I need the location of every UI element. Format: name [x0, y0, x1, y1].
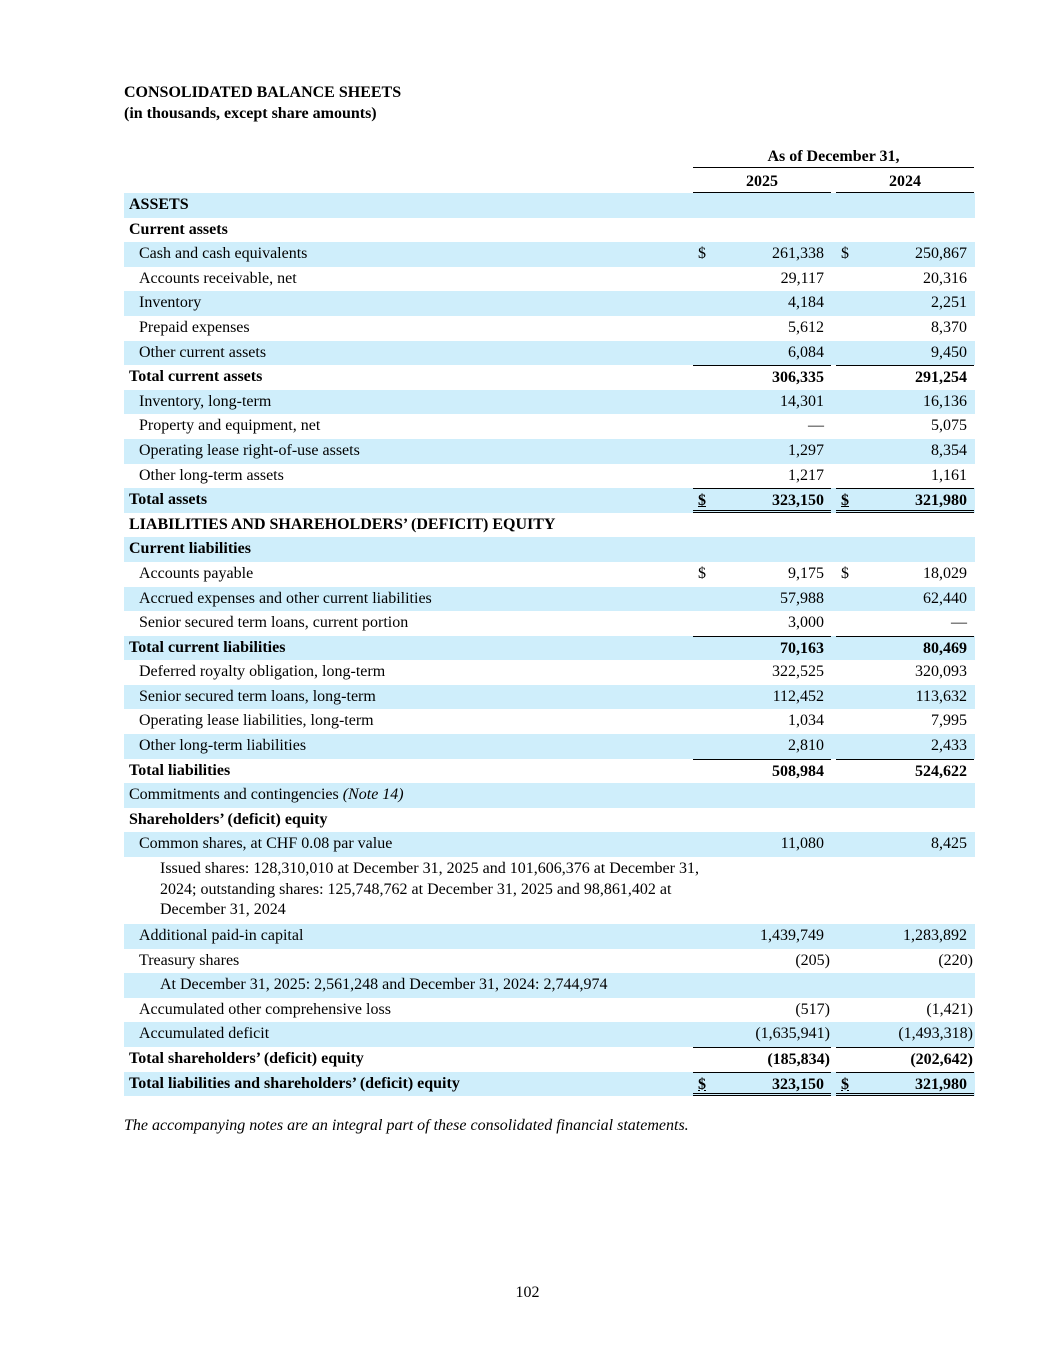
- value-2024: 2,251: [931, 294, 967, 312]
- row-accumulated-deficit: [124, 1022, 975, 1047]
- value-2025: 1,297: [788, 441, 824, 459]
- value-2025: 322,525: [772, 663, 824, 681]
- year-header-2024: 2024: [836, 170, 974, 193]
- row-label: Issued shares: 128,310,010 at December 31, 2025 and 101,606,376 at December 31, 2024; outstanding shares: 125,748,762 at December 31, 2025 and 98,861,402 at December 31, 2024: [160, 860, 699, 919]
- value-2025: 14,301: [780, 392, 824, 410]
- currency-symbol: $: [841, 1075, 849, 1093]
- commitments-label: Commitments and contingencies: [129, 786, 339, 804]
- row-other-long-term-assets: [124, 464, 975, 489]
- row-property-equipment: [124, 414, 975, 439]
- value-2025: 70,163: [780, 639, 824, 657]
- row-label: Other long-term liabilities: [139, 737, 307, 755]
- value-2024: (1,421): [926, 1000, 973, 1018]
- value-2025: 508,984: [772, 762, 824, 780]
- row-label: Accounts receivable, net: [139, 269, 297, 287]
- row-accumulated-oci: [124, 998, 975, 1023]
- row-label: [129, 783, 404, 808]
- value-2024: 113,632: [915, 687, 967, 705]
- row-label: Other current assets: [139, 343, 267, 361]
- value-2024: 5,075: [931, 417, 967, 435]
- row-total-shareholders-equity: [124, 1047, 975, 1072]
- row-label: Deferred royalty obligation, long-term: [139, 663, 386, 681]
- value-2024: 1,161: [931, 466, 967, 484]
- statement-subtitle: (in thousands, except share amounts): [124, 105, 377, 122]
- row-inventory: [124, 291, 975, 316]
- row-other-long-term-liabilities: [124, 734, 975, 759]
- currency-symbol: $: [698, 245, 706, 263]
- subsection-current-assets: [124, 218, 975, 243]
- row-label: Accrued expenses and other current liabilities: [139, 589, 432, 607]
- subsection-shareholders-equity: [124, 808, 975, 833]
- row-treasury-shares-note: [124, 973, 975, 998]
- value-2025: 323,150: [772, 1075, 824, 1093]
- row-label: Additional paid-in capital: [139, 927, 304, 945]
- row-label: Inventory: [139, 294, 202, 312]
- row-label: Senior secured term loans, long-term: [139, 687, 376, 705]
- row-treasury-shares: [124, 949, 975, 974]
- currency-symbol: $: [841, 492, 849, 510]
- value-2024: (202,642): [910, 1051, 973, 1068]
- row-common-shares: [124, 832, 975, 857]
- balance-sheet-table: [124, 193, 975, 1096]
- subsection-current-liabilities: [124, 537, 975, 562]
- value-2025: 11,080: [780, 835, 824, 853]
- value-2025: 1,034: [788, 712, 824, 730]
- value-2024: (220): [938, 951, 973, 969]
- row-label: LIABILITIES AND SHAREHOLDERS’ (DEFICIT) EQUITY: [129, 515, 556, 533]
- row-label: Accumulated deficit: [139, 1025, 270, 1043]
- value-2025: 57,988: [780, 589, 824, 607]
- value-2024: 8,370: [931, 318, 967, 336]
- value-2024: 8,425: [931, 835, 967, 853]
- statement-title: CONSOLIDATED BALANCE SHEETS: [124, 84, 402, 101]
- value-2024: 291,254: [915, 369, 967, 387]
- row-label: Total current liabilities: [129, 638, 286, 656]
- value-2025: 4,184: [788, 294, 824, 312]
- value-2024: 2,433: [931, 737, 967, 755]
- row-term-loans-long-term: [124, 685, 975, 710]
- value-2024: 7,995: [931, 712, 967, 730]
- value-2024: 62,440: [923, 589, 967, 607]
- section-assets: [124, 193, 975, 218]
- value-2025: 2,810: [788, 737, 824, 755]
- row-commitments: [124, 783, 975, 808]
- value-2024: 321,980: [915, 1075, 967, 1093]
- row-total-liabilities: [124, 759, 975, 784]
- value-2024: 8,354: [931, 441, 967, 459]
- row-label: Accumulated other comprehensive loss: [139, 1000, 391, 1018]
- row-label: Total current assets: [129, 368, 263, 386]
- value-2025: (185,834): [767, 1051, 830, 1068]
- value-2025: 3,000: [788, 614, 824, 632]
- value-2025: 9,175: [788, 564, 824, 582]
- row-label: Operating lease right-of-use assets: [139, 441, 360, 459]
- value-2025: 1,439,749: [760, 927, 824, 945]
- row-label: Prepaid expenses: [139, 318, 250, 336]
- row-lease-liabilities: [124, 709, 975, 734]
- currency-symbol: $: [698, 1075, 706, 1093]
- row-label: Other long-term assets: [139, 466, 284, 484]
- value-2024: (1,493,318): [898, 1025, 973, 1043]
- row-label: Shareholders’ (deficit) equity: [129, 810, 328, 828]
- footnote: The accompanying notes are an integral part of these consolidated financial statements.: [124, 1117, 689, 1134]
- value-2024: 1,283,892: [903, 927, 967, 945]
- section-liabilities-equity: [124, 513, 975, 538]
- row-label: Total shareholders’ (deficit) equity: [129, 1050, 364, 1067]
- row-label: Total liabilities and shareholders’ (deficit) equity: [129, 1074, 460, 1092]
- value-2025: 261,338: [772, 245, 824, 263]
- row-label: At December 31, 2025: 2,561,248 and December 31, 2024: 2,744,974: [160, 976, 608, 994]
- row-issued-shares-note: [124, 857, 975, 924]
- value-2025: 6,084: [788, 343, 824, 361]
- value-2024: 320,093: [915, 663, 967, 681]
- page-number: 102: [515, 1284, 540, 1301]
- row-accounts-payable: [124, 562, 975, 587]
- row-total-liabilities-equity: [124, 1072, 975, 1097]
- row-label: Treasury shares: [139, 951, 240, 969]
- value-2024: 250,867: [915, 245, 967, 263]
- value-2024: 80,469: [923, 639, 967, 657]
- value-2024: 18,029: [923, 564, 967, 582]
- value-2025: 306,335: [772, 369, 824, 387]
- row-total-current-assets: [124, 365, 975, 390]
- value-2025: —: [808, 417, 824, 435]
- value-2024: 16,136: [923, 392, 967, 410]
- row-label: Accounts payable: [139, 564, 254, 582]
- value-2024: —: [951, 614, 967, 632]
- currency-symbol: $: [698, 492, 706, 510]
- value-2024: 9,450: [931, 343, 967, 361]
- row-deferred-royalty: [124, 660, 975, 685]
- value-2025: 1,217: [788, 466, 824, 484]
- value-2025: 29,117: [780, 269, 824, 287]
- year-header-2025: 2025: [693, 170, 831, 193]
- row-label: Current assets: [129, 220, 228, 238]
- value-2025: (517): [795, 1000, 830, 1018]
- period-header: As of December 31,: [693, 146, 974, 168]
- row-total-current-liabilities: [124, 636, 975, 661]
- row-term-loans-current: [124, 611, 975, 636]
- row-rou-assets: [124, 439, 975, 464]
- value-2025: (1,635,941): [755, 1025, 830, 1043]
- row-accounts-receivable: [124, 267, 975, 292]
- row-label: Current liabilities: [129, 540, 251, 558]
- row-accrued-expenses: [124, 587, 975, 612]
- value-2025: 323,150: [772, 492, 824, 510]
- row-additional-paid-in-capital: [124, 924, 975, 949]
- currency-symbol: $: [841, 564, 849, 582]
- row-label: Common shares, at CHF 0.08 par value: [139, 835, 393, 853]
- value-2025: (205): [795, 951, 830, 969]
- row-other-current-assets: [124, 341, 975, 366]
- row-label: Property and equipment, net: [139, 417, 321, 435]
- row-label: Total assets: [129, 491, 208, 509]
- row-cash: [124, 242, 975, 267]
- value-2024: 524,622: [915, 762, 967, 780]
- value-2025: 5,612: [788, 318, 824, 336]
- note-reference: (Note 14): [342, 786, 404, 804]
- row-label: Senior secured term loans, current portion: [139, 614, 409, 632]
- value-2024: 321,980: [915, 492, 967, 510]
- value-2024: 20,316: [923, 269, 967, 287]
- currency-symbol: $: [698, 564, 706, 582]
- row-inventory-long-term: [124, 390, 975, 415]
- row-total-assets: [124, 488, 975, 513]
- row-label: ASSETS: [129, 196, 189, 213]
- currency-symbol: $: [841, 245, 849, 263]
- row-label: Inventory, long-term: [139, 392, 272, 410]
- row-prepaid-expenses: [124, 316, 975, 341]
- row-label: Operating lease liabilities, long-term: [139, 712, 374, 730]
- statement-title-block: [124, 82, 401, 124]
- row-label: Cash and cash equivalents: [139, 245, 308, 263]
- row-label: Total liabilities: [129, 761, 231, 779]
- value-2025: 112,452: [772, 687, 824, 705]
